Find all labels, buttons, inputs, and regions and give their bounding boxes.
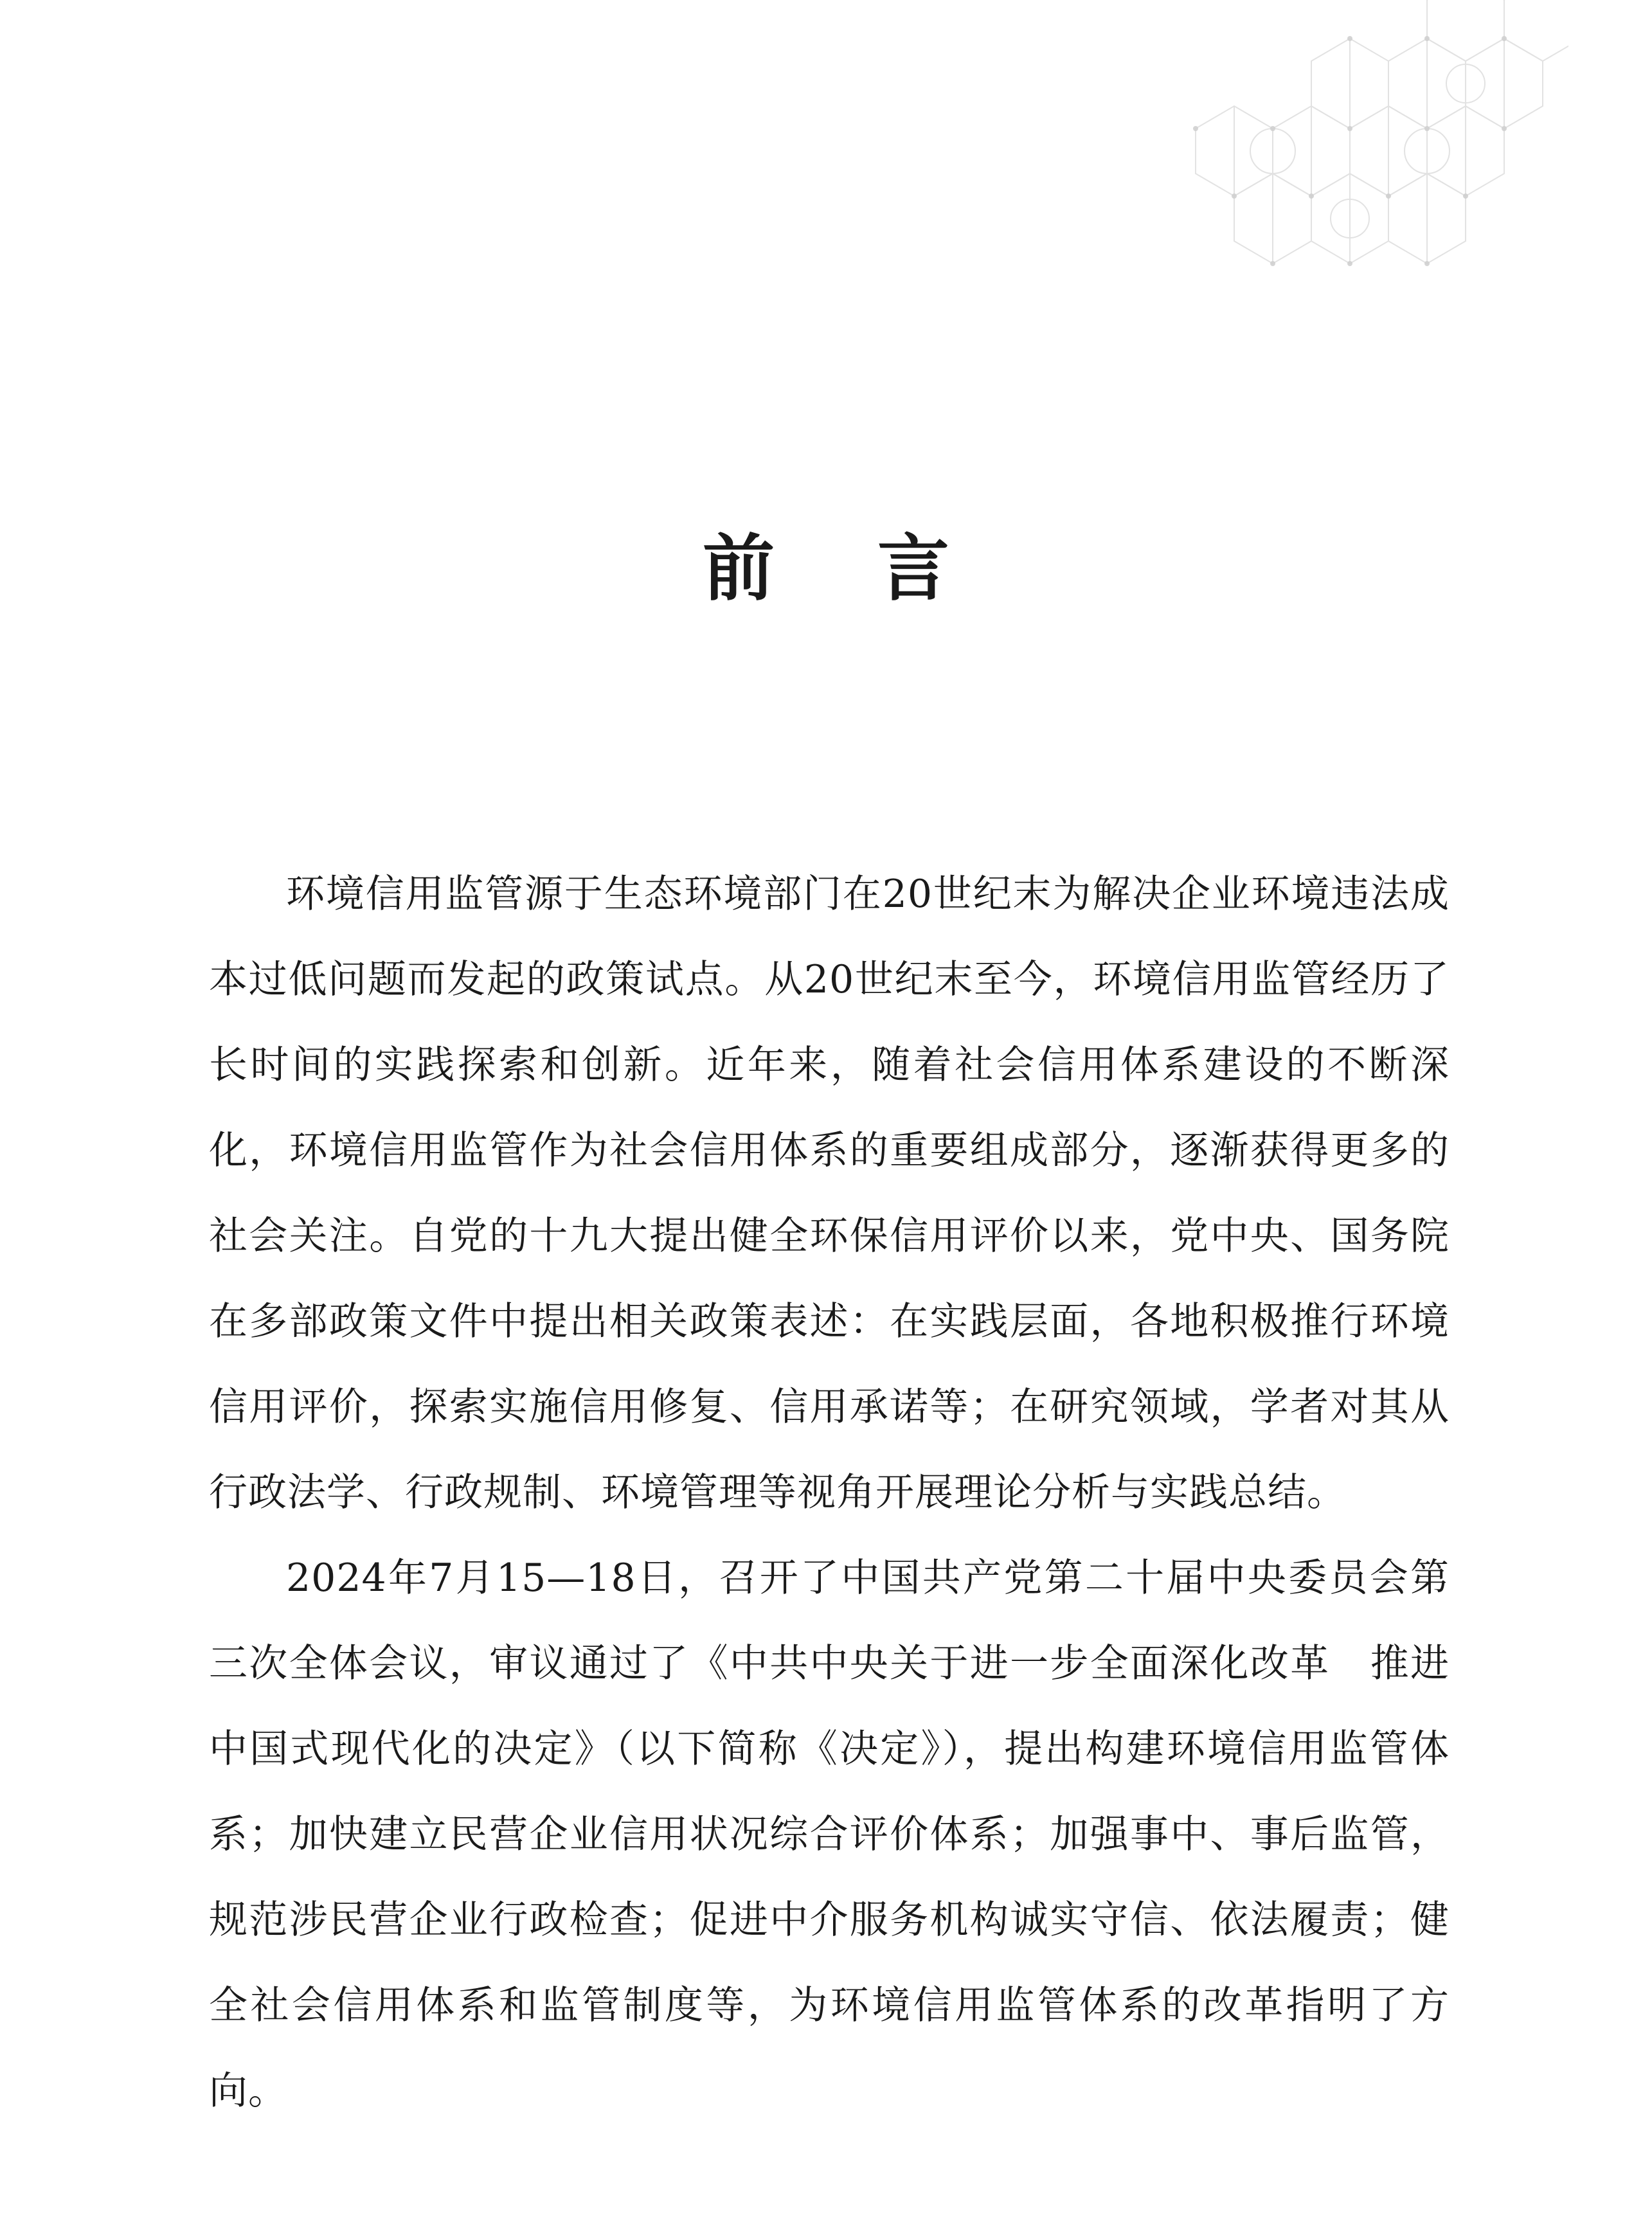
page-title bbox=[0, 517, 1652, 620]
title-char-1: 前 bbox=[703, 526, 775, 611]
decorative-hexagon-pattern bbox=[1118, 0, 1568, 309]
paragraph-2: 2024年7月15—18日，召开了中国共产党第二十届中央委员会第三次全体会议，审议通过了《中共中央关于进一步全面深化改革 推进中国式现代化的决定》（以下简称《决定》），提出构建环境信用监管体系；加快建立民营企业信用状况综合评价体系；加强事中、事后监管，规范涉民营企业行政检查；促进中介服务机构诚实守信、依法履责；健全社会信用体系和监管制度等，为环境信用监管体系的改革指明了方向。 bbox=[209, 1556, 1450, 2114]
paragraph-1: 环境信用监管源于生态环境部门在20世纪末为解决企业环境违法成本过低问题而发起的政策试点。从20世纪末至今，环境信用监管经历了长时间的实践探索和创新。近年来，随着社会信用体系建设的不断深化，环境信用监管作为社会信用体系的重要组成部分，逐渐获得更多的社会关注。自党的十九大提出健全环保信用评价以来，党中央、国务院在多部政策文件中提出相关政策表述：在实践层面，各地积极推行环境信用评价，探索实施信用修复、信用承诺等；在研究领域，学者对其从行政法学、行政规制、环境管理等视角开展理论分析与实践总结。 bbox=[209, 872, 1450, 1515]
title-char-2: 言 bbox=[877, 526, 949, 611]
preface-body bbox=[209, 852, 1450, 2134]
